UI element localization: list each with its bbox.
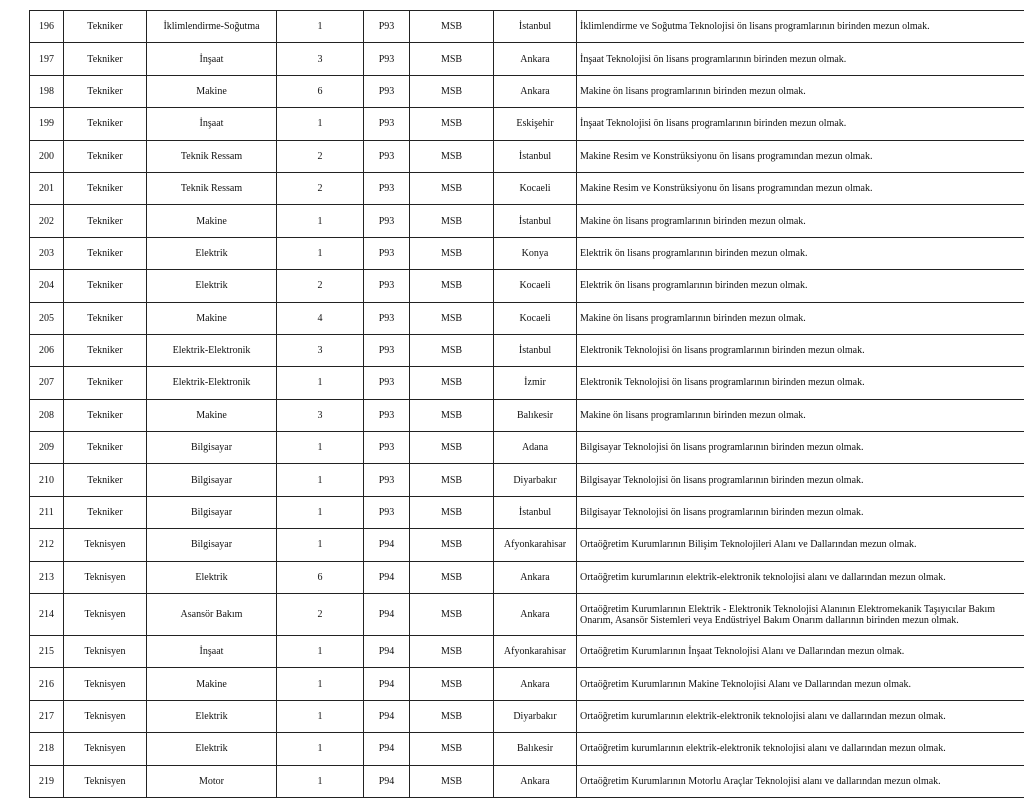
city-cell: Balıkesir bbox=[494, 733, 577, 765]
title-cell: Tekniker bbox=[64, 43, 147, 75]
qualification-cell: İnşaat Teknolojisi ön lisans programlarının birinden mezun olmak. bbox=[577, 108, 1024, 140]
row-number-cell: 201 bbox=[30, 172, 64, 204]
field-cell: Teknik Ressam bbox=[147, 172, 277, 204]
title-cell: Tekniker bbox=[64, 367, 147, 399]
table-row bbox=[30, 561, 1024, 593]
row-number-cell: 205 bbox=[30, 302, 64, 334]
city-cell: Kocaeli bbox=[494, 302, 577, 334]
table-row bbox=[30, 205, 1024, 237]
code-cell: P93 bbox=[364, 108, 410, 140]
institution-cell: MSB bbox=[410, 496, 494, 528]
title-cell: Tekniker bbox=[64, 432, 147, 464]
institution-cell: MSB bbox=[410, 367, 494, 399]
code-cell: P94 bbox=[364, 636, 410, 668]
institution-cell: MSB bbox=[410, 399, 494, 431]
table-row bbox=[30, 594, 1024, 636]
institution-cell: MSB bbox=[410, 594, 494, 636]
quota-cell: 3 bbox=[277, 399, 364, 431]
qualification-cell: Elektronik Teknolojisi ön lisans programlarının birinden mezun olmak. bbox=[577, 367, 1024, 399]
table-row bbox=[30, 302, 1024, 334]
quota-cell: 1 bbox=[277, 496, 364, 528]
city-cell: Afyonkarahisar bbox=[494, 636, 577, 668]
row-number-cell: 208 bbox=[30, 399, 64, 431]
city-cell: İstanbul bbox=[494, 496, 577, 528]
city-cell: Konya bbox=[494, 237, 577, 269]
qualification-cell: Ortaöğretim kurumlarının elektrik-elektronik teknolojisi alanı ve dallarından mezun olmak. bbox=[577, 561, 1024, 593]
table-row bbox=[30, 334, 1024, 366]
row-number-cell: 202 bbox=[30, 205, 64, 237]
table-row bbox=[30, 43, 1024, 75]
table-row bbox=[30, 399, 1024, 431]
row-number-cell: 211 bbox=[30, 496, 64, 528]
field-cell: Bilgisayar bbox=[147, 496, 277, 528]
qualification-cell: Elektronik Teknolojisi ön lisans programlarının birinden mezun olmak. bbox=[577, 334, 1024, 366]
code-cell: P93 bbox=[364, 43, 410, 75]
quota-cell: 2 bbox=[277, 140, 364, 172]
quota-cell: 1 bbox=[277, 668, 364, 700]
institution-cell: MSB bbox=[410, 700, 494, 732]
code-cell: P94 bbox=[364, 668, 410, 700]
field-cell: Bilgisayar bbox=[147, 529, 277, 561]
field-cell: Bilgisayar bbox=[147, 432, 277, 464]
city-cell: Ankara bbox=[494, 75, 577, 107]
qualification-cell: Makine Resim ve Konstrüksiyonu ön lisans programından mezun olmak. bbox=[577, 172, 1024, 204]
position-table bbox=[29, 10, 1024, 798]
field-cell: Elektrik bbox=[147, 237, 277, 269]
institution-cell: MSB bbox=[410, 464, 494, 496]
institution-cell: MSB bbox=[410, 334, 494, 366]
title-cell: Tekniker bbox=[64, 75, 147, 107]
row-number-cell: 216 bbox=[30, 668, 64, 700]
qualification-cell: Ortaöğretim kurumlarının elektrik-elektronik teknolojisi alanı ve dallarından mezun olmak. bbox=[577, 733, 1024, 765]
field-cell: Elektrik bbox=[147, 561, 277, 593]
code-cell: P93 bbox=[364, 496, 410, 528]
row-number-cell: 209 bbox=[30, 432, 64, 464]
row-number-cell: 196 bbox=[30, 11, 64, 43]
code-cell: P93 bbox=[364, 270, 410, 302]
city-cell: Afyonkarahisar bbox=[494, 529, 577, 561]
quota-cell: 1 bbox=[277, 432, 364, 464]
field-cell: İnşaat bbox=[147, 636, 277, 668]
title-cell: Teknisyen bbox=[64, 529, 147, 561]
city-cell: Ankara bbox=[494, 594, 577, 636]
city-cell: Diyarbakır bbox=[494, 464, 577, 496]
title-cell: Tekniker bbox=[64, 302, 147, 334]
field-cell: Makine bbox=[147, 668, 277, 700]
field-cell: Elektrik bbox=[147, 700, 277, 732]
quota-cell: 1 bbox=[277, 464, 364, 496]
qualification-cell: Bilgisayar Teknolojisi ön lisans programlarının birinden mezun olmak. bbox=[577, 496, 1024, 528]
table-row bbox=[30, 496, 1024, 528]
city-cell: Balıkesir bbox=[494, 399, 577, 431]
code-cell: P94 bbox=[364, 733, 410, 765]
title-cell: Teknisyen bbox=[64, 668, 147, 700]
institution-cell: MSB bbox=[410, 302, 494, 334]
row-number-cell: 206 bbox=[30, 334, 64, 366]
table-row bbox=[30, 765, 1024, 797]
field-cell: İnşaat bbox=[147, 108, 277, 140]
title-cell: Tekniker bbox=[64, 334, 147, 366]
code-cell: P93 bbox=[364, 237, 410, 269]
field-cell: Makine bbox=[147, 302, 277, 334]
field-cell: Makine bbox=[147, 399, 277, 431]
code-cell: P94 bbox=[364, 561, 410, 593]
qualification-cell: Ortaöğretim Kurumlarının Motorlu Araçlar Teknolojisi alanı ve dallarından mezun olmak. bbox=[577, 765, 1024, 797]
institution-cell: MSB bbox=[410, 270, 494, 302]
row-number-cell: 199 bbox=[30, 108, 64, 140]
qualification-cell: Ortaöğretim kurumlarının elektrik-elektronik teknolojisi alanı ve dallarından mezun olmak. bbox=[577, 700, 1024, 732]
table-row bbox=[30, 529, 1024, 561]
qualification-cell: İklimlendirme ve Soğutma Teknolojisi ön lisans programlarının birinden mezun olmak. bbox=[577, 11, 1024, 43]
institution-cell: MSB bbox=[410, 432, 494, 464]
city-cell: İzmir bbox=[494, 367, 577, 399]
code-cell: P93 bbox=[364, 140, 410, 172]
field-cell: Motor bbox=[147, 765, 277, 797]
title-cell: Tekniker bbox=[64, 237, 147, 269]
code-cell: P93 bbox=[364, 11, 410, 43]
row-number-cell: 204 bbox=[30, 270, 64, 302]
position-table-sheet bbox=[29, 10, 1024, 798]
quota-cell: 6 bbox=[277, 75, 364, 107]
qualification-cell: Ortaöğretim Kurumlarının Makine Teknolojisi Alanı ve Dallarından mezun olmak. bbox=[577, 668, 1024, 700]
table-row bbox=[30, 636, 1024, 668]
field-cell: Teknik Ressam bbox=[147, 140, 277, 172]
code-cell: P93 bbox=[364, 464, 410, 496]
qualification-cell: Ortaöğretim Kurumlarının Elektrik - Elektronik Teknolojisi Alanının Elektromekanik Taşıyıcılar Bakım Onarım, Asansör Sistemleri veya Endüstriyel Bakım Onarım dallarının birinden mezun olmak. bbox=[577, 594, 1024, 636]
quota-cell: 6 bbox=[277, 561, 364, 593]
quota-cell: 1 bbox=[277, 237, 364, 269]
table-row bbox=[30, 733, 1024, 765]
code-cell: P94 bbox=[364, 529, 410, 561]
qualification-cell: Elektrik ön lisans programlarının birinden mezun olmak. bbox=[577, 270, 1024, 302]
qualification-cell: Makine ön lisans programlarının birinden mezun olmak. bbox=[577, 399, 1024, 431]
table-row bbox=[30, 464, 1024, 496]
city-cell: Ankara bbox=[494, 765, 577, 797]
quota-cell: 1 bbox=[277, 367, 364, 399]
institution-cell: MSB bbox=[410, 108, 494, 140]
quota-cell: 2 bbox=[277, 594, 364, 636]
title-cell: Tekniker bbox=[64, 140, 147, 172]
code-cell: P93 bbox=[364, 205, 410, 237]
quota-cell: 4 bbox=[277, 302, 364, 334]
title-cell: Tekniker bbox=[64, 270, 147, 302]
title-cell: Teknisyen bbox=[64, 733, 147, 765]
quota-cell: 1 bbox=[277, 11, 364, 43]
city-cell: İstanbul bbox=[494, 205, 577, 237]
title-cell: Teknisyen bbox=[64, 561, 147, 593]
row-number-cell: 215 bbox=[30, 636, 64, 668]
row-number-cell: 219 bbox=[30, 765, 64, 797]
field-cell: Bilgisayar bbox=[147, 464, 277, 496]
title-cell: Tekniker bbox=[64, 108, 147, 140]
qualification-cell: Makine Resim ve Konstrüksiyonu ön lisans programından mezun olmak. bbox=[577, 140, 1024, 172]
city-cell: İstanbul bbox=[494, 140, 577, 172]
code-cell: P93 bbox=[364, 432, 410, 464]
institution-cell: MSB bbox=[410, 765, 494, 797]
title-cell: Tekniker bbox=[64, 205, 147, 237]
table-row bbox=[30, 668, 1024, 700]
title-cell: Teknisyen bbox=[64, 636, 147, 668]
code-cell: P94 bbox=[364, 594, 410, 636]
institution-cell: MSB bbox=[410, 668, 494, 700]
city-cell: Adana bbox=[494, 432, 577, 464]
title-cell: Tekniker bbox=[64, 172, 147, 204]
row-number-cell: 203 bbox=[30, 237, 64, 269]
field-cell: Elektrik bbox=[147, 270, 277, 302]
row-number-cell: 207 bbox=[30, 367, 64, 399]
row-number-cell: 197 bbox=[30, 43, 64, 75]
institution-cell: MSB bbox=[410, 43, 494, 75]
row-number-cell: 198 bbox=[30, 75, 64, 107]
code-cell: P94 bbox=[364, 700, 410, 732]
quota-cell: 1 bbox=[277, 700, 364, 732]
quota-cell: 1 bbox=[277, 108, 364, 140]
row-number-cell: 214 bbox=[30, 594, 64, 636]
quota-cell: 2 bbox=[277, 172, 364, 204]
quota-cell: 1 bbox=[277, 529, 364, 561]
institution-cell: MSB bbox=[410, 11, 494, 43]
qualification-cell: Makine ön lisans programlarının birinden mezun olmak. bbox=[577, 75, 1024, 107]
row-number-cell: 200 bbox=[30, 140, 64, 172]
city-cell: Ankara bbox=[494, 43, 577, 75]
institution-cell: MSB bbox=[410, 636, 494, 668]
position-table-body bbox=[30, 11, 1024, 798]
qualification-cell: Bilgisayar Teknolojisi ön lisans programlarının birinden mezun olmak. bbox=[577, 464, 1024, 496]
field-cell: Asansör Bakım bbox=[147, 594, 277, 636]
qualification-cell: Makine ön lisans programlarının birinden mezun olmak. bbox=[577, 205, 1024, 237]
field-cell: Elektrik bbox=[147, 733, 277, 765]
field-cell: Makine bbox=[147, 205, 277, 237]
qualification-cell: Ortaöğretim Kurumlarının İnşaat Teknolojisi Alanı ve Dallarından mezun olmak. bbox=[577, 636, 1024, 668]
field-cell: Elektrik-Elektronik bbox=[147, 334, 277, 366]
institution-cell: MSB bbox=[410, 529, 494, 561]
table-row bbox=[30, 432, 1024, 464]
code-cell: P93 bbox=[364, 367, 410, 399]
qualification-cell: Elektrik ön lisans programlarının birinden mezun olmak. bbox=[577, 237, 1024, 269]
row-number-cell: 210 bbox=[30, 464, 64, 496]
table-row bbox=[30, 237, 1024, 269]
row-number-cell: 218 bbox=[30, 733, 64, 765]
table-row bbox=[30, 270, 1024, 302]
qualification-cell: Ortaöğretim Kurumlarının Bilişim Teknolojileri Alanı ve Dallarından mezun olmak. bbox=[577, 529, 1024, 561]
field-cell: İklimlendirme-Soğutma bbox=[147, 11, 277, 43]
code-cell: P94 bbox=[364, 765, 410, 797]
city-cell: İstanbul bbox=[494, 11, 577, 43]
institution-cell: MSB bbox=[410, 237, 494, 269]
institution-cell: MSB bbox=[410, 733, 494, 765]
field-cell: Makine bbox=[147, 75, 277, 107]
quota-cell: 1 bbox=[277, 205, 364, 237]
table-row bbox=[30, 367, 1024, 399]
table-row bbox=[30, 75, 1024, 107]
quota-cell: 2 bbox=[277, 270, 364, 302]
title-cell: Tekniker bbox=[64, 399, 147, 431]
table-row bbox=[30, 172, 1024, 204]
city-cell: Diyarbakır bbox=[494, 700, 577, 732]
title-cell: Tekniker bbox=[64, 496, 147, 528]
qualification-cell: Bilgisayar Teknolojisi ön lisans programlarının birinden mezun olmak. bbox=[577, 432, 1024, 464]
city-cell: Eskişehir bbox=[494, 108, 577, 140]
table-row bbox=[30, 11, 1024, 43]
title-cell: Teknisyen bbox=[64, 700, 147, 732]
code-cell: P93 bbox=[364, 172, 410, 204]
qualification-cell: Makine ön lisans programlarının birinden mezun olmak. bbox=[577, 302, 1024, 334]
title-cell: Teknisyen bbox=[64, 594, 147, 636]
city-cell: Ankara bbox=[494, 668, 577, 700]
quota-cell: 1 bbox=[277, 733, 364, 765]
city-cell: Kocaeli bbox=[494, 270, 577, 302]
field-cell: Elektrik-Elektronik bbox=[147, 367, 277, 399]
title-cell: Tekniker bbox=[64, 464, 147, 496]
code-cell: P93 bbox=[364, 75, 410, 107]
table-row bbox=[30, 140, 1024, 172]
quota-cell: 3 bbox=[277, 43, 364, 75]
field-cell: İnşaat bbox=[147, 43, 277, 75]
row-number-cell: 217 bbox=[30, 700, 64, 732]
institution-cell: MSB bbox=[410, 75, 494, 107]
institution-cell: MSB bbox=[410, 205, 494, 237]
row-number-cell: 212 bbox=[30, 529, 64, 561]
quota-cell: 1 bbox=[277, 636, 364, 668]
quota-cell: 1 bbox=[277, 765, 364, 797]
code-cell: P93 bbox=[364, 334, 410, 366]
institution-cell: MSB bbox=[410, 561, 494, 593]
title-cell: Tekniker bbox=[64, 11, 147, 43]
city-cell: Ankara bbox=[494, 561, 577, 593]
city-cell: İstanbul bbox=[494, 334, 577, 366]
institution-cell: MSB bbox=[410, 140, 494, 172]
institution-cell: MSB bbox=[410, 172, 494, 204]
row-number-cell: 213 bbox=[30, 561, 64, 593]
table-row bbox=[30, 108, 1024, 140]
code-cell: P93 bbox=[364, 399, 410, 431]
city-cell: Kocaeli bbox=[494, 172, 577, 204]
qualification-cell: İnşaat Teknolojisi ön lisans programlarının birinden mezun olmak. bbox=[577, 43, 1024, 75]
title-cell: Teknisyen bbox=[64, 765, 147, 797]
table-row bbox=[30, 700, 1024, 732]
code-cell: P93 bbox=[364, 302, 410, 334]
quota-cell: 3 bbox=[277, 334, 364, 366]
